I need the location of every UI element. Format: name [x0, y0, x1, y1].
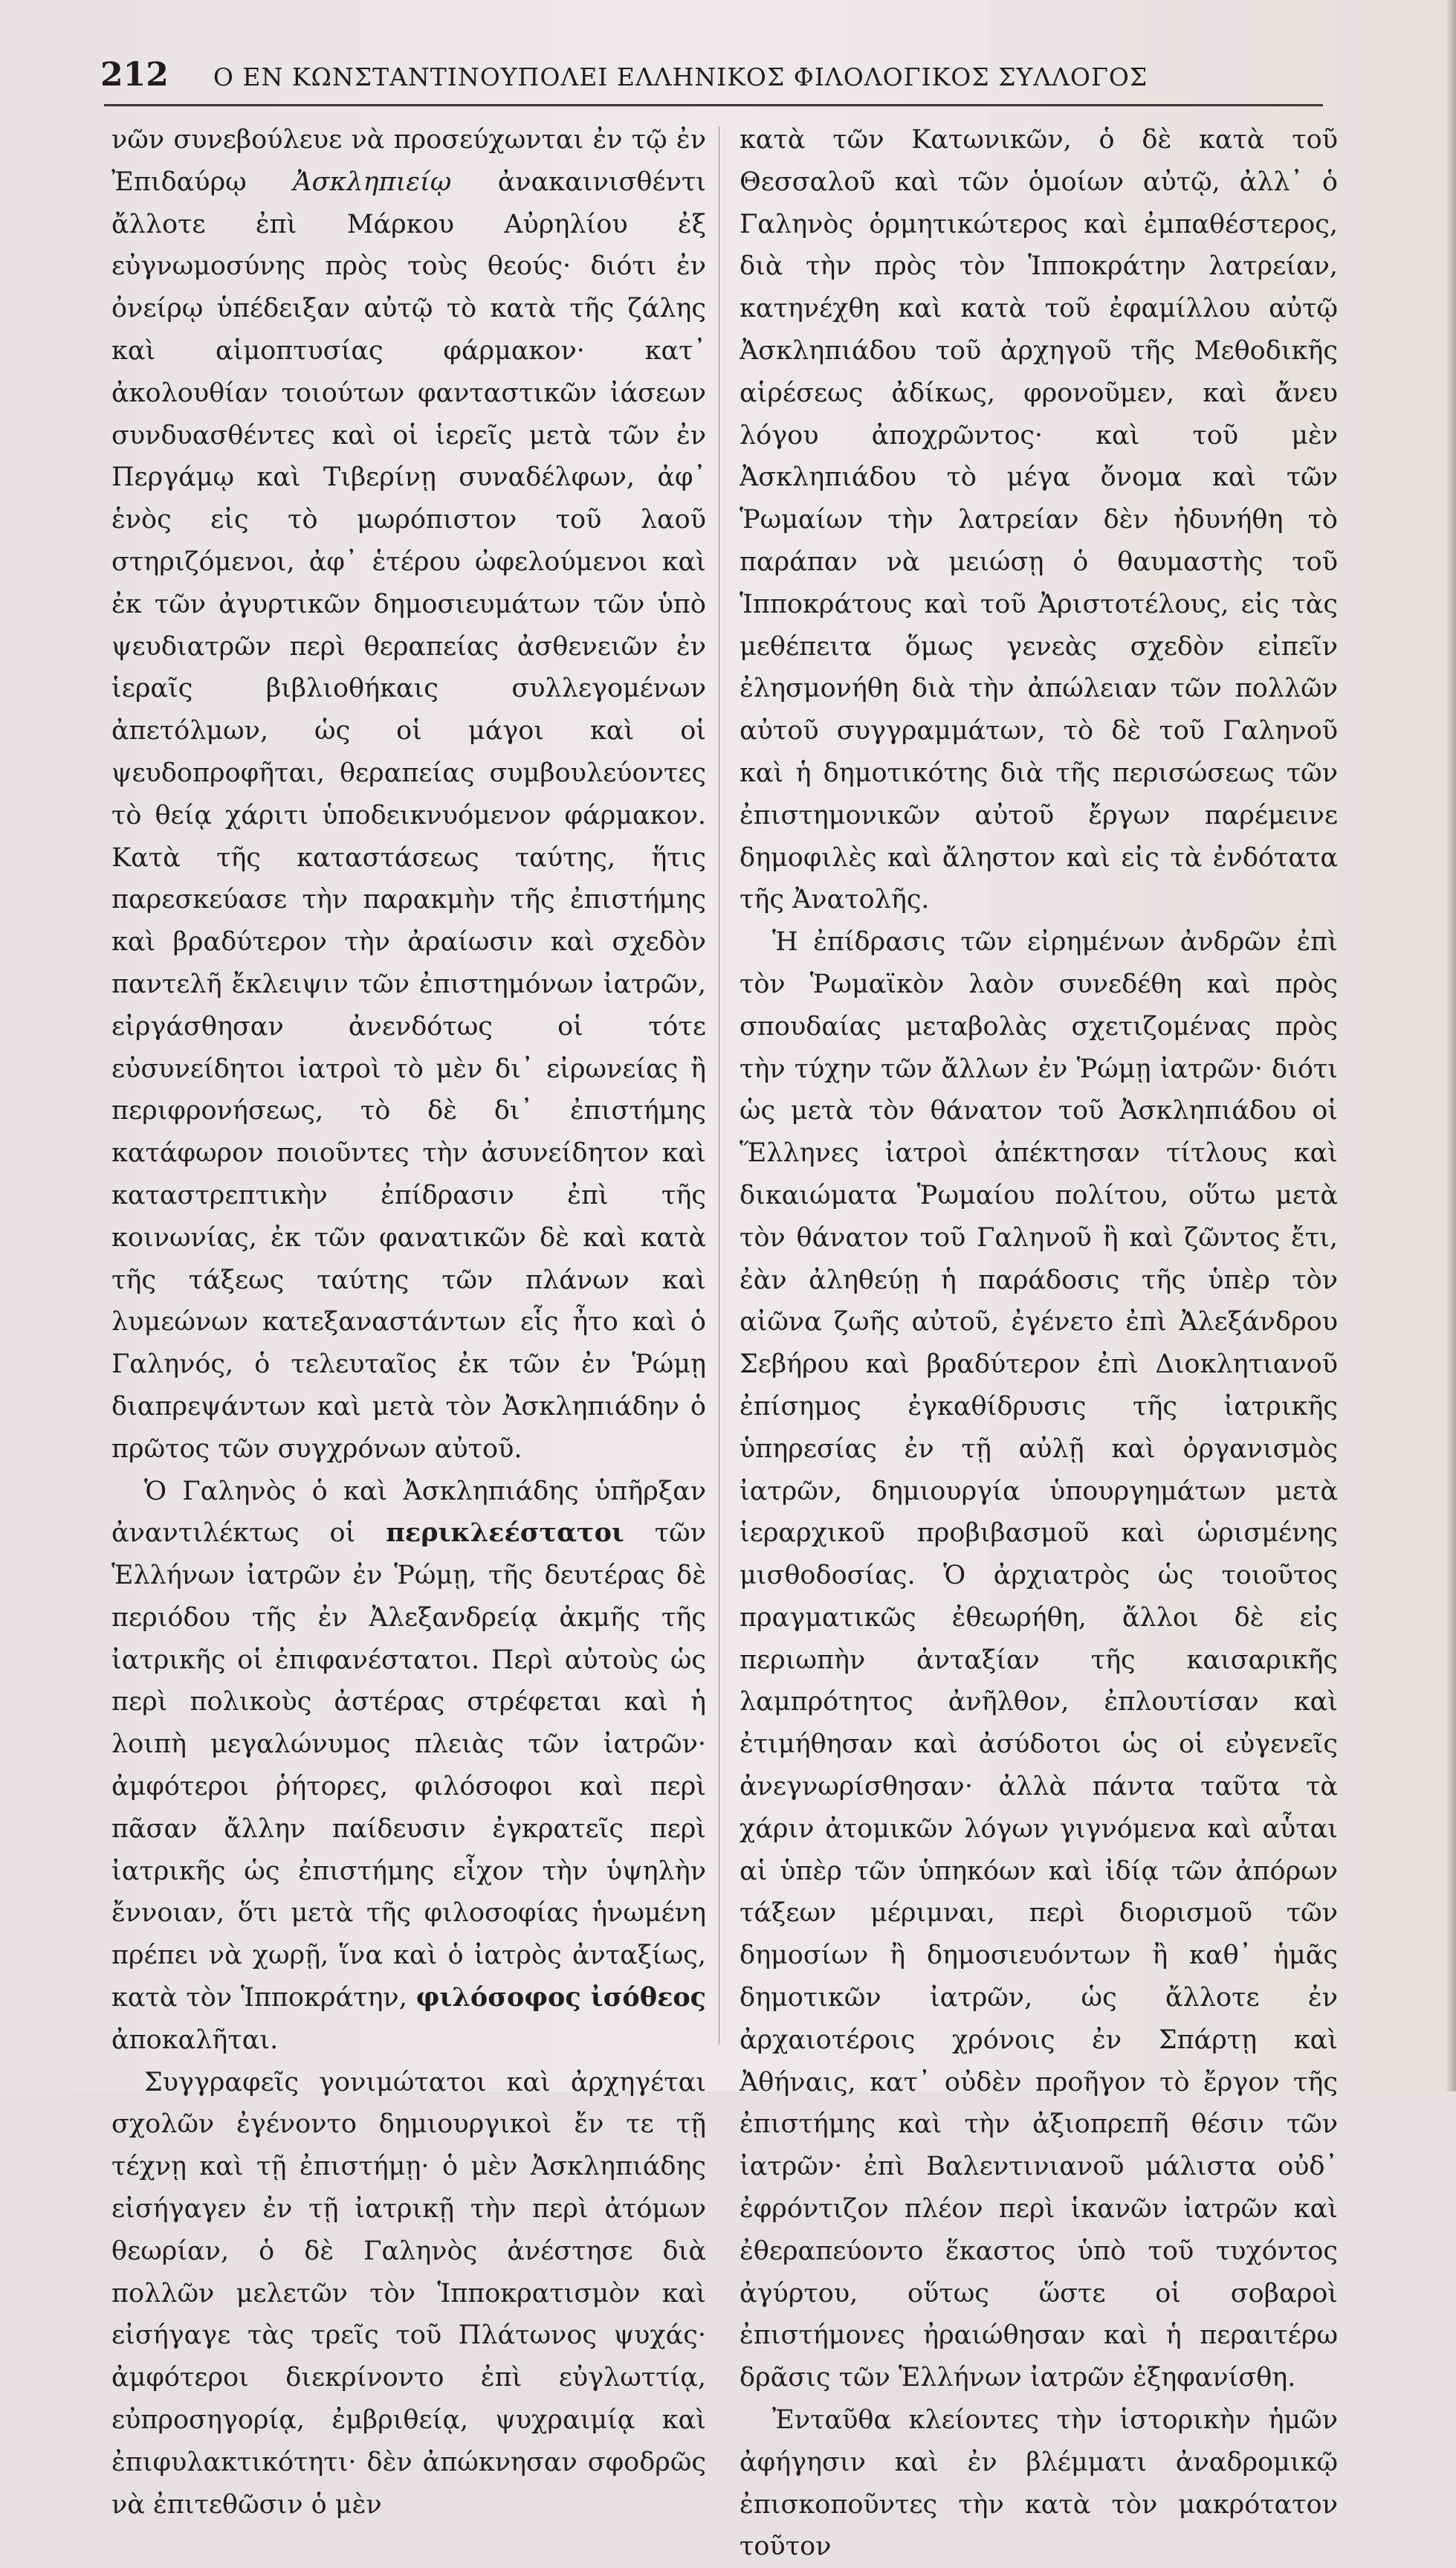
- running-head: Ο ΕΝ ΚΩΝΣΤΑΝΤΙΝΟΥΠΟΛΕΙ ΕΛΛΗΝΙΚΟΣ ΦΙΛΟΛΟΓΙΚΟΣ ΣΥΛΛΟΓΟΣ: [213, 62, 1148, 91]
- left-paragraph-2: [111, 1471, 706, 2062]
- text-run: τῶν Ἑλλήνων ἰατρῶν ἐν Ῥώμῃ, τῆς δευτέρας δὲ περιόδου τῆς ἐν Ἀλεξανδρείᾳ ἀκμῆς τῆς ἰατρικῆς οἱ ἐπιφανέστατοι. Περὶ αὐτοὺς ὡς περὶ πολικοὺς ἀστέρας στρέφεται καὶ ἡ λοιπὴ μεγαλώνυμος πλειὰς τῶν ἰατρῶν· ἀμφότεροι ῥήτορες, φιλόσοφοι καὶ περὶ πᾶσαν ἄλλην παίδευσιν ἐγκρατεῖς περὶ ἰατρικῆς ὡς ἐπιστήμης εἶχον τὴν ὑψηλὴν ἔννοιαν, ὅτι μετὰ τῆς φιλοσοφίας ἡνωμένη πρέπει νὰ χωρῇ, ἵνα καὶ ὁ ἰατρὸς ἀνταξίως, κατὰ τὸν Ἱπποκράτην,: [111, 1518, 706, 2013]
- right-paragraph-3: Ἐνταῦθα κλείοντες τὴν ἱστορικὴν ἡμῶν ἀφήγησιν καὶ ἐν βλέμματι ἀναδρομικῷ ἐπισκοποῦντες τὴν κατὰ τὸν μακρότατον τοῦτον: [740, 2405, 1338, 2562]
- italic-term: Ἀσκληπιείῳ: [293, 167, 452, 197]
- page-number: 212: [100, 56, 169, 94]
- page-header: [100, 56, 1334, 100]
- right-paragraph-1: κατὰ τῶν Κατωνικῶν, ὁ δὲ κατὰ τοῦ Θεσσαλοῦ καὶ τῶν ὁμοίων αὐτῷ, ἀλλ᾽ ὁ Γαληνὸς ὁρμητικώτερος καὶ ἐμπαθέστερος, διὰ τὴν πρὸς τὸν Ἱπποκράτην λατρείαν, κατηνέχθη καὶ κατὰ τοῦ ἐφαμίλλου αὐτῷ Ἀσκληπιάδου τοῦ ἀρχηγοῦ τῆς Μεθοδικῆς αἱρέσεως ἀδίκως, φρονοῦμεν, καὶ ἄνευ λόγου ἀποχρῶντος· καὶ τοῦ μὲν Ἀσκληπιάδου τὸ μέγα ὄνομα καὶ τῶν Ῥωμαίων τὴν λατρείαν δὲν ἠδυνήθη τὸ παράπαν νὰ μειώσῃ ὁ θαυμαστὴς τοῦ Ἱπποκράτους καὶ τοῦ Ἀριστοτέλους, εἰς τὰς μεθέπειτα ὅμως γενεὰς σχεδὸν εἰπεῖν ἐλησμονήθη διὰ τὴν ἀπώλειαν τῶν πολλῶν αὐτοῦ συγγραμμάτων, τὸ δὲ τοῦ Γαληνοῦ καὶ ἡ δημοτικότης διὰ τῆς περισώσεως τῶν ἐπιστημονικῶν αὐτοῦ ἔργων παρέμεινε δημοφιλὲς καὶ ἄληστον καὶ εἰς τὰ ἐνδότατα τῆς Ἀνατολῆς.: [740, 125, 1338, 915]
- page-edge-shadow: [1446, 0, 1456, 2091]
- bold-term: περικλεέστατοι: [386, 1517, 624, 1549]
- left-paragraph-1: [111, 119, 706, 1471]
- bold-term: φιλόσοφος ἰσόθεος: [415, 1982, 706, 2013]
- text-run: νῶν συνεβούλευε νὰ προσεύχωνται ἐν τῷ ἐν Ἐπιδαύρῳ: [111, 125, 706, 197]
- left-paragraph-3: Συγγραφεῖς γονιμώτατοι καὶ ἀρχηγέται σχολῶν ἐγένοντο δημιουργικοὶ ἔν τε τῇ τέχνῃ καὶ τῇ ἐπιστήμῃ· ὁ μὲν Ἀσκληπιάδης εἰσήγαγεν ἐν τῇ ἰατρικῇ τὴν περὶ ἀτόμων θεωρίαν, ὁ δὲ Γαληνὸς ἀνέστησε διὰ πολλῶν μελετῶν τὸν Ἱπποκρατισμὸν καὶ εἰσήγαγε τὰς τρεῖς τοῦ Πλάτωνος ψυχάς· ἀμφότεροι διεκρίνοντο ἐπὶ εὐγλωττίᾳ, εὐπροσηγορίᾳ, ἐμβριθείᾳ, ψυχραιμίᾳ καὶ ἐπιφυλακτικότητι· δὲν ἀπώκνησαν σφοδρῶς νὰ ἐπιτεθῶσιν ὁ μὲν: [111, 2067, 706, 2520]
- header-rule: [104, 104, 1323, 106]
- text-run: ἀποκαλῆται.: [111, 2025, 279, 2055]
- right-column: [740, 119, 1338, 2562]
- text-run: ἀνακαινισθέντι ἄλλοτε ἐπὶ Μάρκου Αὐρηλίου ἐξ εὐγνωμοσύνης πρὸς τοὺς θεούς· διότι ἐν ὀνείρῳ ὑπέδειξαν αὐτῷ τὸ κατὰ τῆς ζάλης καὶ αἱμοπτυσίας φάρμακον· κατ᾽ ἀκολουθίαν τοιούτων φανταστικῶν ἰάσεων συνδυασθέντες καὶ οἱ ἱερεῖς μετὰ τῶν ἐν Περγάμῳ καὶ Τιβερίνῃ συναδέλφων, ἀφ᾽ ἑνὸς εἰς τὸ μωρόπιστον τοῦ λαοῦ στηριζόμενοι, ἀφ᾽ ἑτέρου ὠφελούμενοι καὶ ἐκ τῶν ἀγυρτικῶν δημοσιευμάτων τῶν ὑπὸ ψευδιατρῶν περὶ θεραπείας ἀσθενειῶν ἐν ἱεραῖς βιβλιοθήκαις συλλεγομένων ἀπετόλμων, ὡς οἱ μάγοι καὶ οἱ ψευδοπροφῆται, θεραπείας συμβουλεύοντες τὸ θείᾳ χάριτι ὑποδεικνυόμενον φάρμακον. Κατὰ τῆς καταστάσεως ταύτης, ἥτις παρεσκεύασε τὴν παρακμὴν τῆς ἐπιστήμης καὶ βραδύτερον τὴν ἀραίωσιν καὶ σχεδὸν παντελῆ ἔκλειψιν τῶν ἐπιστημόνων ἰατρῶν, εἰργάσθησαν ἀνενδότως οἱ τότε εὐσυνείδητοι ἰατροὶ τὸ μὲν δι᾽ εἰρωνείας ἢ περιφρονήσεως, τὸ δὲ δι᾽ ἐπιστήμης κατάφωρον ποιοῦντες τὴν ἀσυνείδητον καὶ καταστρεπτικὴν ἐπίδρασιν ἐπὶ τῆς κοινωνίας, ἐκ τῶν φανατικῶν δὲ καὶ κατὰ τῆς τάξεως ταύτης τῶν πλάνων καὶ λυμεώνων κατεξαναστάντων εἷς ἦτο καὶ ὁ Γαληνός, ὁ τελευταῖος ἐκ τῶν ἐν Ῥώμῃ διαπρεψάντων καὶ μετὰ τὸν Ἀσκληπιάδην ὁ πρῶτος τῶν συγχρόνων αὐτοῦ.: [111, 167, 706, 1464]
- left-column: [111, 119, 706, 2520]
- right-paragraph-2: Ἡ ἐπίδρασις τῶν εἰρημένων ἀνδρῶν ἐπὶ τὸν Ῥωμαϊκὸν λαὸν συνεδέθη καὶ πρὸς σπουδαίας μεταβολὰς σχετιζομένας πρὸς τὴν τύχην τῶν ἄλλων ἐν Ῥώμῃ ἰατρῶν· διότι ὡς μετὰ τὸν θάνατον τοῦ Ἀσκληπιάδου οἱ Ἕλληνες ἰατροὶ ἀπέκτησαν τίτλους καὶ δικαιώματα Ῥωμαίου πολίτου, οὕτω μετὰ τὸν θάνατον τοῦ Γαληνοῦ ἢ καὶ ζῶντος ἔτι, ἐὰν ἀληθεύῃ ἡ παράδοσις τῆς ὑπὲρ τὸν αἰῶνα ζωῆς αὐτοῦ, ἐγένετο ἐπὶ Ἀλεξάνδρου Σεβήρου καὶ βραδύτερον ἐπὶ Διοκλητιανοῦ ἐπίσημος ἐγκαθίδρυσις τῆς ἰατρικῆς ὑπηρεσίας ἐν τῇ αὐλῇ καὶ ὀργανισμὸς ἰατρῶν, δημιουργία ὑπουργημάτων μετὰ ἱεραρχικοῦ προβιβασμοῦ καὶ ὡρισμένης μισθοδοσίας. Ὁ ἀρχιατρὸς ὡς τοιοῦτος πραγματικῶς ἐθεωρήθη, ἄλλοι δὲ εἰς περιωπὴν ἀνταξίαν τῆς καισαρικῆς λαμπρότητος ἀνῆλθον, ἐπλουτίσαν καὶ ἐτιμήθησαν καὶ ἀσύδοτοι ὡς οἱ εὐγενεῖς ἀνεγνωρίσθησαν· ἀλλὰ πάντα ταῦτα τὰ χάριν ἀτομικῶν λόγων γιγνόμενα καὶ αὗται αἱ ὑπὲρ τῶν ὑπηκόων καὶ ἰδίᾳ τῶν ἀπόρων τάξεων μέριμναι, περὶ διορισμοῦ τῶν δημοσίων ἢ δημοσιευόντων ἢ καθ᾽ ἡμᾶς δημοτικῶν ἰατρῶν, ὡς ἄλλοτε ἐν ἀρχαιοτέροις χρόνοις ἐν Σπάρτῃ καὶ Ἀθήναις, κατ᾽ οὐδὲν προῆγον τὸ ἔργον τῆς ἐπιστήμης καὶ τὴν ἀξιοπρεπῆ θέσιν τῶν ἰατρῶν· ἐπὶ Βαλεντινιανοῦ μάλιστα οὐδ᾽ ἐφρόντιζον πλέον περὶ ἱκανῶν ἰατρῶν καὶ ἐθεραπεύοντο ἕκαστος ὑπὸ τοῦ τυχόντος ἀγύρτου, οὕτως ὥστε οἱ σοβαροὶ ἐπιστήμονες ἠραιώθησαν καὶ ἡ περαιτέρω δρᾶσις τῶν Ἑλλήνων ἰατρῶν ἐξηφανίσθη.: [740, 927, 1338, 2393]
- text-run: Ὁ Γαληνὸς ὁ καὶ Ἀσκληπιάδης ὑπῆρξαν ἀναντιλέκτως οἱ: [111, 1476, 706, 1549]
